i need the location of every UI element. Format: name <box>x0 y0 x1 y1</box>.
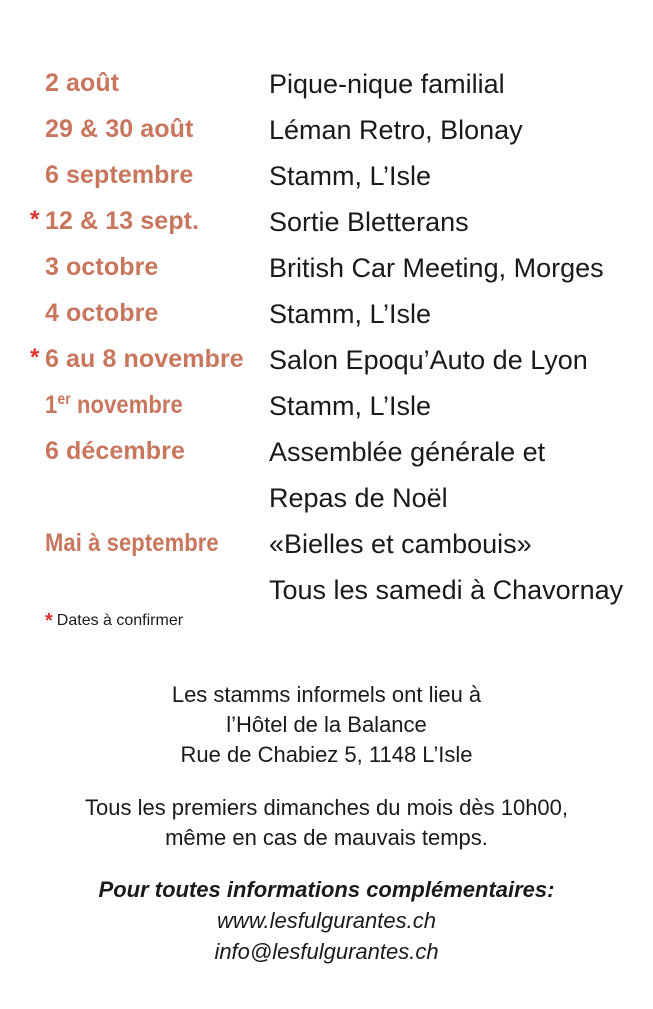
event-description: Tous les samedi à Chavornay <box>269 575 624 605</box>
unconfirmed-star-icon: * <box>30 206 40 233</box>
event-row <box>0 200 653 246</box>
event-description: Stamm, L’Isle <box>269 391 432 421</box>
event-row <box>0 476 653 522</box>
schedule-line2: même en cas de mauvais temps. <box>165 825 488 850</box>
event-row <box>0 246 653 292</box>
event-date: 4 octobre <box>45 299 159 327</box>
event-description: Pique-nique familial <box>269 69 505 99</box>
event-description: Assemblée générale et <box>269 437 546 467</box>
event-description: Stamm, L’Isle <box>269 161 432 191</box>
event-description: Sortie Bletterans <box>269 207 469 237</box>
event-row <box>0 338 653 384</box>
event-date: 29 & 30 août <box>45 115 194 143</box>
stamm-info <box>0 680 653 770</box>
event-description: Stamm, L’Isle <box>269 299 432 329</box>
event-description: Léman Retro, Blonay <box>269 115 523 145</box>
stamm-info-line2: l’Hôtel de la Balance <box>226 712 427 737</box>
event-date: 3 octobre <box>45 253 159 281</box>
contact-info <box>0 874 653 967</box>
event-row <box>0 108 653 154</box>
contact-website[interactable]: www.lesfulgurantes.ch <box>217 908 436 933</box>
event-row <box>0 430 653 476</box>
event-description: British Car Meeting, Morges <box>269 253 604 283</box>
schedule-line1: Tous les premiers dimanches du mois dès 10h00, <box>84 795 569 820</box>
event-date: 6 décembre <box>45 437 185 465</box>
event-description: Salon Epoqu’Auto de Lyon <box>269 345 588 375</box>
event-date: 6 au 8 novembre <box>45 345 244 373</box>
unconfirmed-star-icon: * <box>30 344 40 371</box>
event-row <box>0 522 653 568</box>
event-date: 2 août <box>45 69 120 97</box>
stamm-info-line1: Les stamms informels ont lieu à <box>171 682 482 707</box>
events-list <box>0 62 653 614</box>
event-date: 6 septembre <box>45 161 194 189</box>
event-row <box>0 154 653 200</box>
event-date: Mai à septembre <box>45 529 219 557</box>
event-date: 1er novembre <box>45 391 183 419</box>
event-row <box>0 384 653 430</box>
footnote <box>45 610 183 633</box>
event-date: 12 & 13 sept. <box>45 207 200 235</box>
event-description: «Bielles et cambouis» <box>269 529 532 559</box>
stamm-info-line3: Rue de Chabiez 5, 1148 L’Isle <box>180 742 473 767</box>
event-description: Repas de Noël <box>269 483 448 513</box>
contact-email[interactable]: info@lesfulgurantes.ch <box>214 939 439 964</box>
event-row <box>0 62 653 108</box>
event-row <box>0 568 653 614</box>
event-row <box>0 292 653 338</box>
footnote-star: * <box>45 610 53 632</box>
schedule-info <box>0 793 653 853</box>
footnote-text: Dates à confirmer <box>56 612 184 629</box>
contact-heading: Pour toutes informations complémentaires: <box>98 877 555 902</box>
